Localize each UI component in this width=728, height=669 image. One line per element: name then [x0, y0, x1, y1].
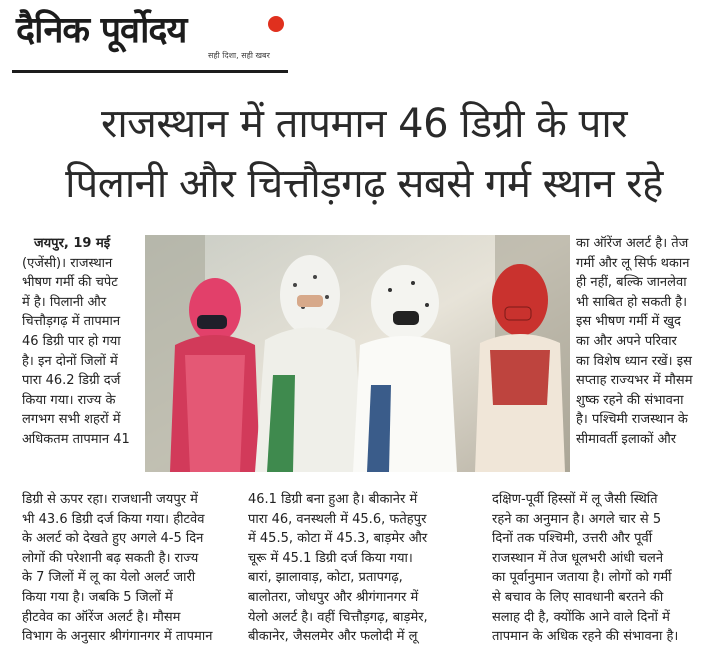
- article-line: शुष्क रहने की संभावना: [576, 392, 684, 408]
- article-line: में 45.5, कोटा में 45.3, बाड़मेर और: [248, 531, 428, 547]
- article-line: 46 डिग्री पार हो गया: [22, 333, 121, 349]
- article-column-bottom-left: [22, 490, 234, 647]
- article-line: का और अपने परिवार: [576, 333, 677, 349]
- article-line: बारां, झालावाड़, कोटा, प्रतापगढ़,: [248, 570, 403, 586]
- article-column-right-bottom: [492, 490, 720, 647]
- masthead: [12, 4, 288, 72]
- article-line: के 7 जिलों में लू का येलो अलर्ट जारी: [22, 570, 196, 586]
- article-line: रहने का अनुमान है। अगले चार से 5: [492, 511, 662, 527]
- article-line: बीकानेर, जैसलमेर और फलोदी में लू: [248, 629, 418, 645]
- article-line: (एजेंसी)। राजस्थान: [22, 255, 113, 271]
- article-line: चित्तौड़गढ़ में तापमान: [22, 314, 121, 330]
- article-column-middle: [248, 490, 480, 647]
- headline-line-2: पिलानी और चित्तौड़गढ़ सबसे गर्म स्थान रहे: [65, 161, 663, 207]
- article-line: तापमान के अधिक रहने की संभावना है।: [492, 629, 679, 645]
- masthead-tagline: सही दिशा, सही खबर: [208, 51, 270, 60]
- article-line: विभाग के अनुसार श्रीगंगानगर में तापमान: [22, 629, 213, 645]
- article-line: अधिकतम तापमान 41: [22, 431, 130, 447]
- article-line: है। पश्चिमी राजस्थान के: [576, 412, 688, 428]
- article-line: किया गया है। जबकि 5 जिलों में: [22, 589, 173, 605]
- article-line: बालोतरा, जोधपुर और श्रीगंगानगर में: [248, 589, 419, 605]
- masthead-logo-dot: [268, 16, 284, 32]
- article-line: किया गया। राज्य के: [22, 392, 116, 408]
- article-line: हीटवेव का ऑरेंज अलर्ट है। मौसम: [22, 609, 181, 625]
- article-line: डिग्री से ऊपर रहा। राजधानी जयपुर में: [22, 492, 198, 507]
- article-line: के अलर्ट को देखते हुए अगले 4-5 दिन: [22, 531, 204, 547]
- article-line: से बचाव के लिए सावधानी बरतने की: [492, 589, 664, 605]
- article-line: जयपुर, 19 मई: [34, 236, 111, 251]
- masthead-rule: [12, 70, 288, 73]
- headline-line-1: राजस्थान में तापमान 46 डिग्री के पार: [100, 101, 628, 147]
- article-line: पारा 46, वनस्थली में 45.6, फतेहपुर: [248, 511, 427, 527]
- article-line: पारा 46.2 डिग्री दर्ज: [22, 373, 121, 389]
- article-line: 46.1 डिग्री बना हुआ है। बीकानेर में: [248, 492, 418, 507]
- article-line: में है। पिलानी और: [22, 294, 107, 310]
- article-line: दिनों तक पश्चिमी, उत्तरी और पूर्वी: [492, 531, 653, 547]
- article-line: ही नहीं, बल्कि जानलेवा: [576, 275, 687, 291]
- article-line: का ऑरेंज अलर्ट है। तेज: [576, 236, 689, 251]
- article-line: इस भीषण गर्मी में खुद: [576, 314, 681, 330]
- article-line: भीषण गर्मी की चपेट: [22, 275, 118, 291]
- article-line: सप्ताह राज्यभर में मौसम: [576, 373, 693, 389]
- article-line: लगभग सभी शहरों में: [22, 412, 121, 428]
- news-photo: [145, 235, 570, 472]
- article-line: चूरू में 45.1 डिग्री दर्ज किया गया।: [248, 550, 413, 566]
- article-line: लोगों की परेशानी बढ़ सकती है। राज्य: [22, 550, 199, 566]
- article-line: है। इन दोनों जिलों में: [22, 353, 118, 369]
- article-column-left: [22, 234, 140, 450]
- article-column-right-top: [576, 234, 720, 450]
- article-line: का विशेष ध्यान रखें। इस: [576, 353, 692, 369]
- article-line: सीमावर्ती इलाकों और: [576, 431, 677, 447]
- article-line: भी 43.6 डिग्री दर्ज किया गया। हीटवेव: [22, 511, 205, 527]
- news-photo-illustration: [145, 235, 570, 472]
- article-line: भी साबित हो सकती है।: [576, 294, 688, 310]
- article-line: राजस्थान में तेज धूलभरी आंधी चलने: [492, 550, 664, 566]
- article-line: सलाह दी है, क्योंकि आने वाले दिनों में: [492, 609, 670, 625]
- article-line: का पूर्वानुमान जताया है। लोगों को गर्मी: [492, 570, 672, 586]
- article-line: गर्मी और लू सिर्फ थकान: [576, 255, 690, 271]
- masthead-name: दैनिक पूर्वोदय: [16, 10, 187, 51]
- article-line: येलो अलर्ट है। वहीं चित्तौड़गढ़, बाड़मेर,: [248, 609, 428, 625]
- article-line: दक्षिण-पूर्वी हिस्सों में लू जैसी स्थिति: [492, 492, 658, 507]
